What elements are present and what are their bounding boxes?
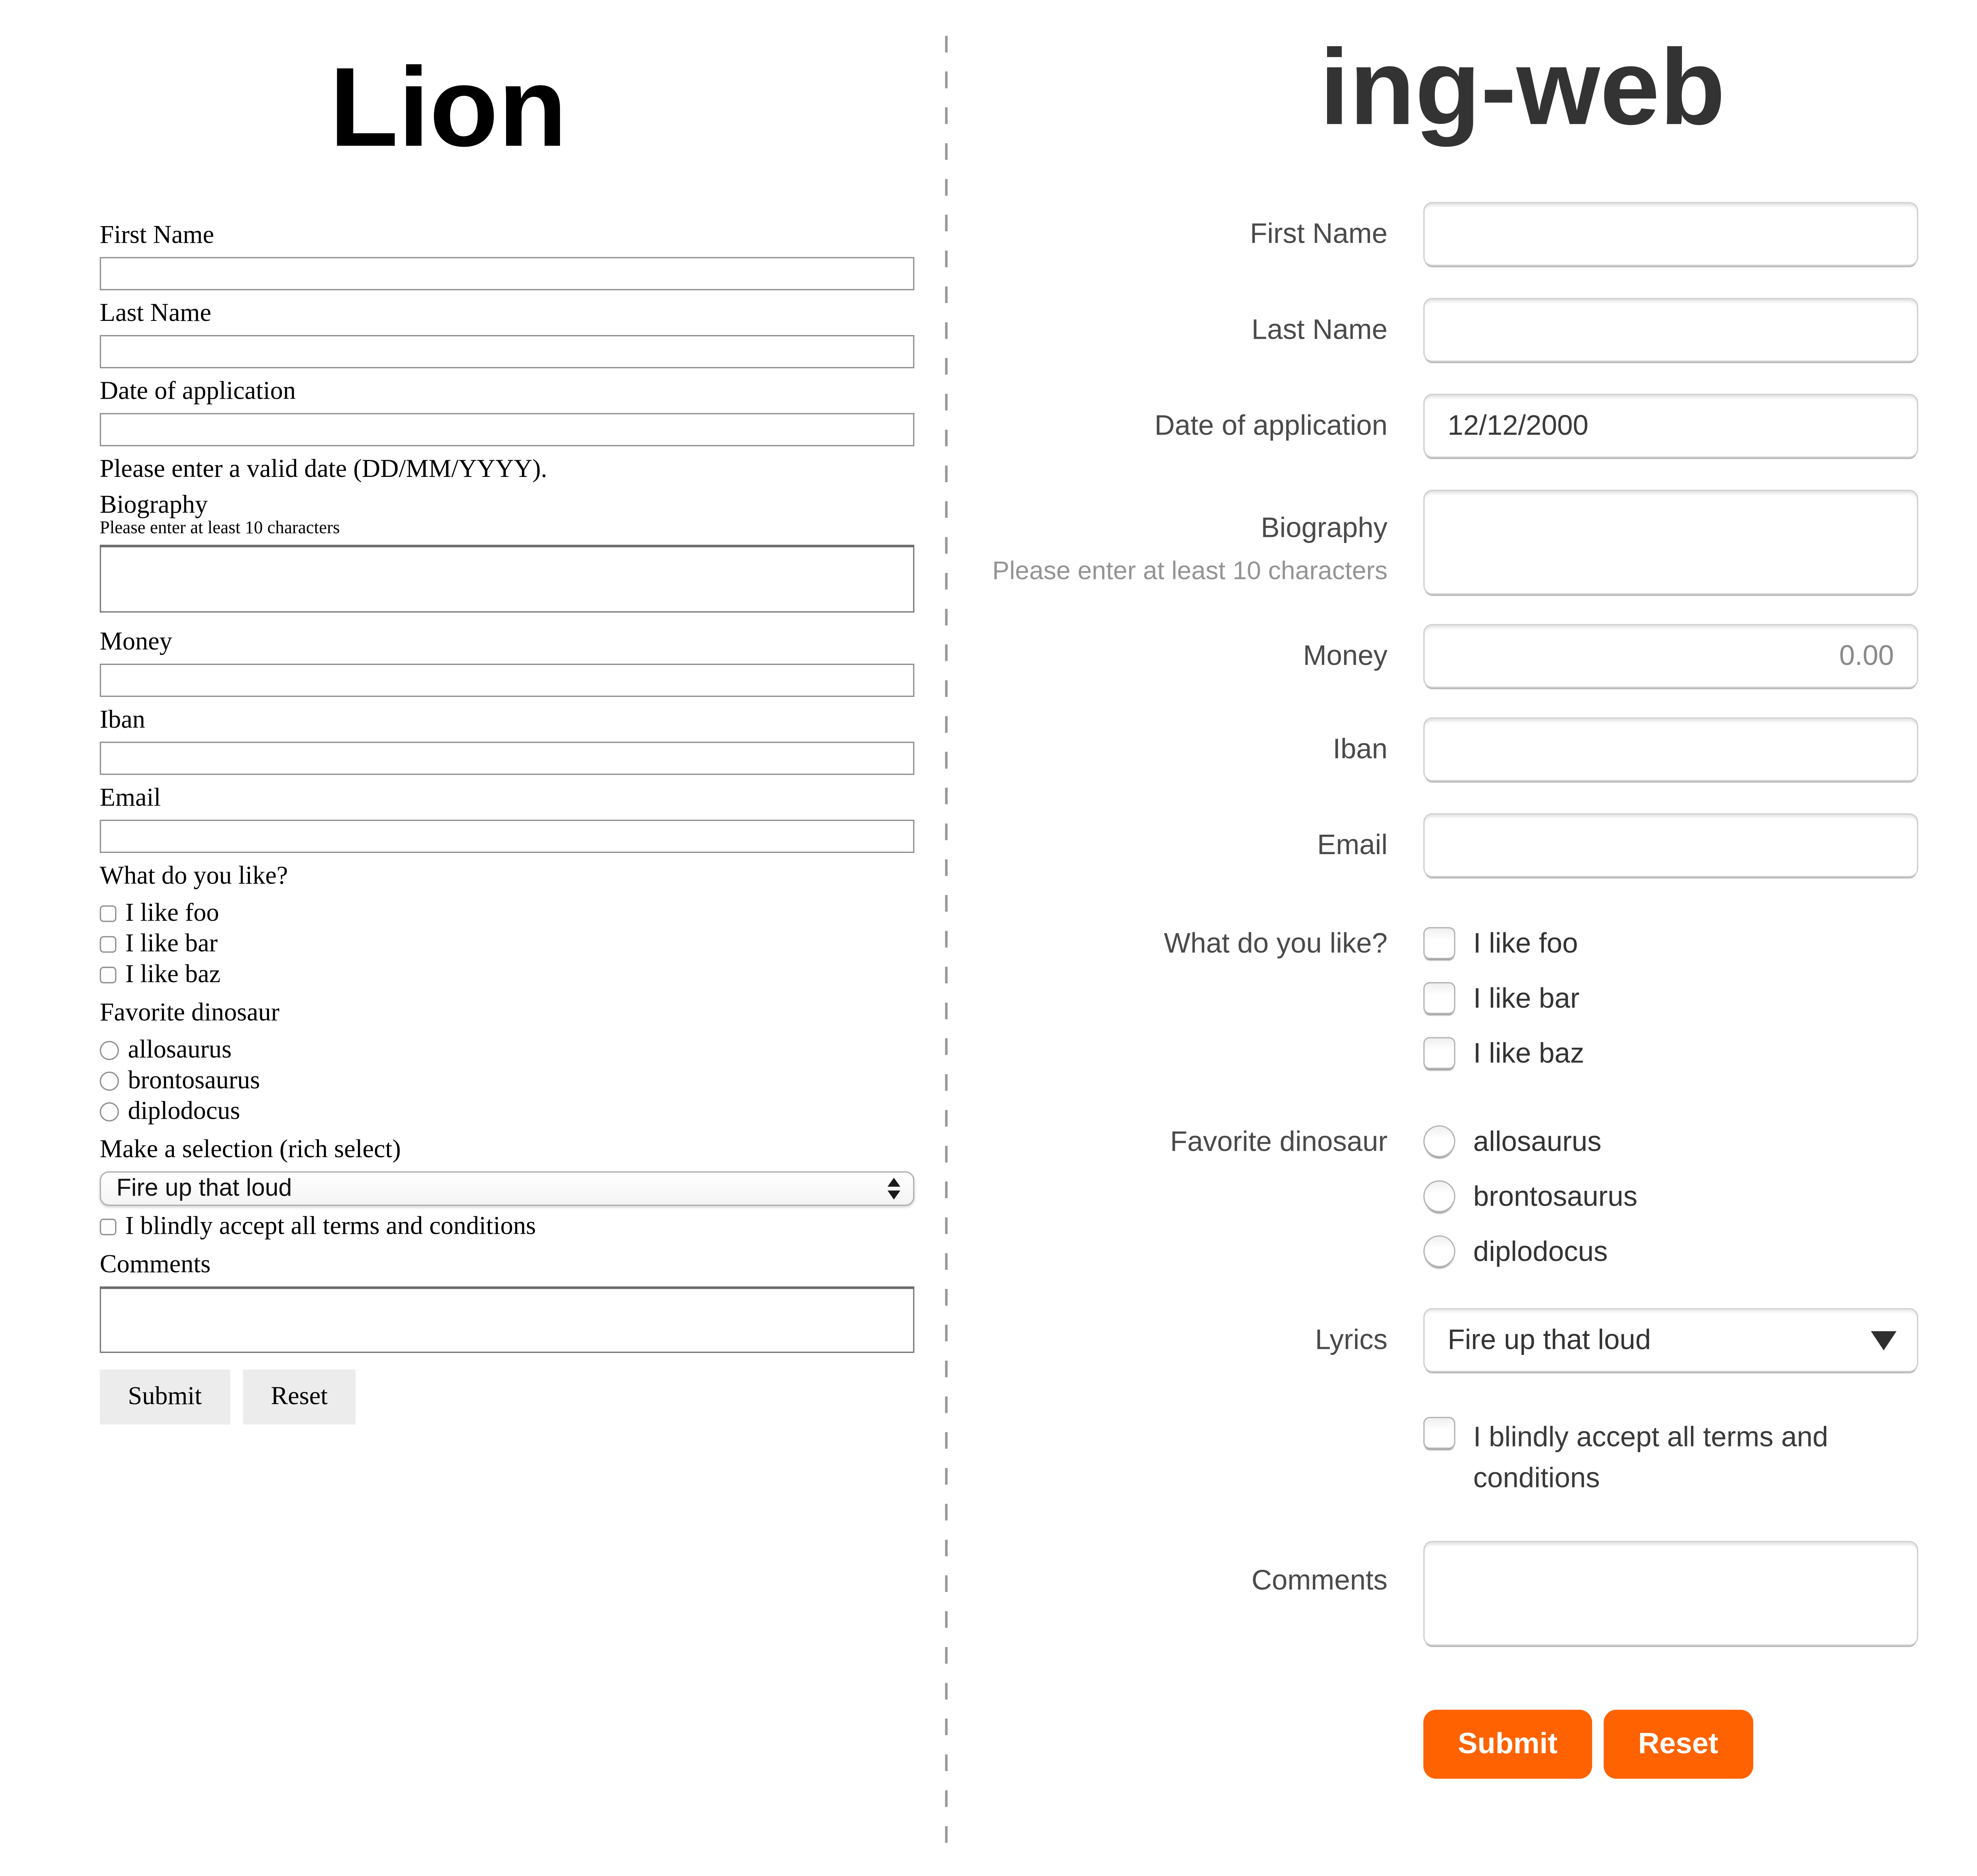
checkbox-icon[interactable] (1423, 982, 1455, 1014)
money-label: Money (1303, 639, 1388, 671)
biography-textarea[interactable] (100, 545, 914, 612)
biography-label: Biography (100, 491, 208, 519)
rich-select[interactable] (100, 1171, 914, 1206)
checkbox-icon[interactable] (100, 905, 116, 921)
first-name-input[interactable] (1423, 202, 1918, 266)
checkbox-icon[interactable] (1423, 927, 1455, 959)
radio-option[interactable] (100, 1034, 914, 1065)
column-divider (945, 36, 947, 1848)
checkbox-icon[interactable] (1423, 1037, 1455, 1069)
terms-label: I blindly accept all terms and conditions (125, 1211, 536, 1240)
lyrics-label: Lyrics (1315, 1323, 1388, 1355)
lion-form (100, 0, 914, 1425)
checkbox-option-label: I like bar (125, 929, 218, 957)
biography-row (966, 490, 1977, 595)
date-input[interactable] (100, 413, 914, 446)
terms-checkbox-icon[interactable] (1423, 1417, 1455, 1449)
biography-helper-text: Please enter at least 10 characters (992, 558, 1388, 586)
email-row (966, 813, 1977, 877)
money-row (966, 624, 1977, 688)
spinner-up-arrow-icon (887, 1178, 900, 1187)
reset-button[interactable]: Reset (243, 1370, 356, 1425)
terms-checkbox-row[interactable] (100, 1211, 914, 1242)
checkbox-option-label: I like baz (125, 959, 221, 988)
email-label: Email (1317, 828, 1388, 861)
date-helper-text: Please enter a valid date (DD/MM/YYYY). (100, 455, 547, 483)
iban-input[interactable] (1423, 718, 1918, 782)
submit-button[interactable]: Submit (100, 1370, 230, 1425)
radio-option-label: brontosaurus (128, 1066, 260, 1094)
buttons-row (966, 1709, 1977, 1778)
ingweb-button-row (1423, 1709, 1918, 1778)
radio-icon[interactable] (1423, 1180, 1455, 1212)
ingweb-form (966, 0, 1977, 1810)
dinosaur-options (1423, 1125, 1918, 1267)
reset-button[interactable]: Reset (1603, 1709, 1753, 1778)
comments-label: Comments (1251, 1564, 1388, 1596)
checkbox-option[interactable] (1423, 927, 1918, 959)
email-input[interactable] (100, 820, 914, 853)
last-name-input[interactable] (1423, 298, 1918, 362)
radio-option[interactable] (1423, 1235, 1918, 1267)
radio-icon[interactable] (1423, 1235, 1455, 1267)
likes-row (966, 927, 1977, 1069)
first-name-label: First Name (1250, 217, 1388, 249)
comments-textarea[interactable] (1423, 1541, 1918, 1645)
likes-options (1423, 927, 1918, 1069)
ingweb-title: ing-web (1319, 27, 1725, 147)
radio-icon[interactable] (100, 1040, 119, 1059)
date-label: Date of application (100, 377, 296, 406)
biography-textarea[interactable] (1423, 490, 1918, 595)
likes-group-label: What do you like? (1164, 927, 1388, 959)
checkbox-icon[interactable] (100, 966, 116, 983)
checkbox-option-label: I like foo (125, 898, 219, 927)
radio-option-label: diplodocus (1473, 1235, 1608, 1267)
last-name-label: Last Name (100, 299, 212, 327)
checkbox-option[interactable] (100, 898, 914, 929)
submit-button[interactable]: Submit (1423, 1709, 1592, 1778)
lyrics-row (966, 1308, 1977, 1372)
last-name-input[interactable] (100, 335, 914, 368)
date-label: Date of application (1154, 409, 1388, 441)
dinosaur-group-label: Favorite dinosaur (1170, 1125, 1388, 1158)
checkbox-option[interactable] (1423, 1037, 1918, 1069)
checkbox-option-label: I like foo (1473, 927, 1578, 959)
first-name-label: First Name (100, 221, 214, 250)
terms-checkbox-row[interactable] (1423, 1417, 1918, 1498)
comments-label: Comments (100, 1250, 211, 1279)
rich-select-label: Make a selection (rich select) (100, 1135, 401, 1164)
terms-row (966, 1417, 1977, 1498)
terms-checkbox-icon[interactable] (100, 1218, 116, 1235)
last-name-label: Last Name (1251, 313, 1388, 345)
dropdown-arrow-icon (1871, 1331, 1896, 1350)
iban-label: Iban (100, 706, 145, 734)
iban-label: Iban (1333, 732, 1388, 765)
select-spinner-icon (887, 1178, 900, 1200)
terms-label: I blindly accept all terms and conditions (1473, 1421, 1828, 1494)
money-input[interactable] (100, 664, 914, 697)
checkbox-option[interactable] (1423, 982, 1918, 1014)
checkbox-option[interactable] (100, 928, 914, 959)
radio-option-label: allosaurus (128, 1035, 232, 1064)
first-name-row (966, 202, 1977, 266)
lyrics-select[interactable] (1423, 1308, 1918, 1372)
checkbox-option[interactable] (100, 959, 914, 990)
lyrics-select-value: Fire up that loud (1447, 1323, 1651, 1356)
lion-title: Lion (329, 43, 567, 170)
radio-option[interactable] (100, 1096, 914, 1127)
email-input[interactable] (1423, 813, 1918, 877)
radio-option[interactable] (100, 1065, 914, 1096)
dinosaur-row (966, 1125, 1977, 1267)
comments-textarea[interactable] (100, 1286, 914, 1353)
checkbox-option-label: I like bar (1473, 982, 1580, 1014)
radio-option-label: brontosaurus (1473, 1180, 1638, 1212)
lion-button-row (100, 1370, 914, 1425)
money-input[interactable] (1423, 624, 1918, 688)
rich-select-value: Fire up that loud (116, 1174, 292, 1202)
last-name-row (966, 298, 1977, 362)
email-label: Email (100, 784, 161, 812)
radio-icon[interactable] (100, 1071, 119, 1090)
money-label: Money (100, 628, 173, 656)
date-input[interactable] (1423, 394, 1918, 458)
dinosaur-group-label: Favorite dinosaur (100, 998, 280, 1027)
radio-icon[interactable] (1423, 1125, 1455, 1157)
checkbox-option-label: I like baz (1473, 1037, 1584, 1069)
comments-row (966, 1541, 1977, 1645)
biography-helper-text: Please enter at least 10 characters (100, 519, 340, 538)
radio-option[interactable] (1423, 1180, 1918, 1212)
first-name-input[interactable] (100, 257, 914, 290)
likes-group-label: What do you like? (100, 862, 288, 890)
date-row (966, 394, 1977, 458)
checkbox-icon[interactable] (100, 936, 116, 952)
radio-option[interactable] (1423, 1125, 1918, 1157)
biography-label: Biography (1261, 511, 1388, 544)
radio-icon[interactable] (100, 1102, 119, 1121)
radio-option-label: diplodocus (128, 1096, 240, 1125)
iban-input[interactable] (100, 741, 914, 775)
iban-row (966, 718, 1977, 782)
radio-option-label: allosaurus (1473, 1125, 1602, 1158)
spinner-down-arrow-icon (887, 1190, 900, 1199)
